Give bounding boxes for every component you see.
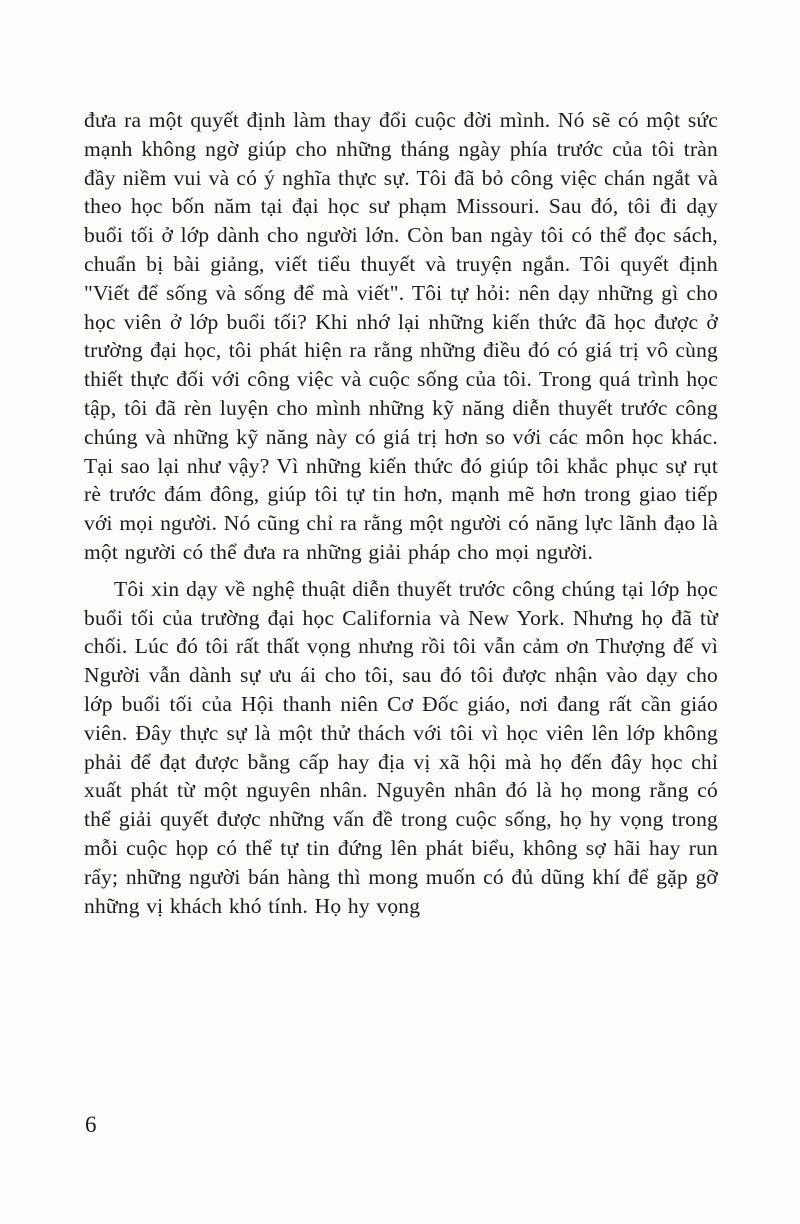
paragraph: Tôi xin dạy về nghệ thuật diễn thuyết trước công chúng tại lớp học buổi tối của trường đại học California và New York. Nhưng họ đã từ chối. Lúc đó tôi rất thất vọng nhưng rồi tôi vẫn cảm ơn Thượng đế vì Người vẫn dành sự ưu ái cho tôi, sau đó tôi được nhận vào dạy cho lớp buổi tối của Hội thanh niên Cơ Đốc giáo, nơi đang rất cần giáo viên. Đây thực sự là một thử thách với tôi vì học viên lên lớp không phải để đạt được bằng cấp hay địa vị xã hội mà họ đến đây học chỉ xuất phát từ một nguyên nhân. Nguyên nhân đó là họ mong rằng có thể giải quyết được những vấn đề trong cuộc sống, họ hy vọng trong mỗi cuộc họp có thể tự tin đứng lên phát biểu, không sợ hãi hay run rẩy; những người bán hàng thì mong muốn có đủ dũng khí để gặp gỡ những vị khách khó tính. Họ hy vọng — [84, 576, 718, 918]
page-number: 6 — [85, 1112, 97, 1137]
paragraph-continuation: đưa ra một quyết định làm thay đổi cuộc đời mình. Nó sẽ có một sức mạnh không ngờ giúp cho những tháng ngày phía trước của tôi tràn đầy niềm vui và có ý nghĩa thực sự. Tôi đã bỏ công việc chán ngắt và theo học bốn năm tại đại học sư phạm Missouri. Sau đó, tôi đi dạy buổi tối ở lớp dành cho người lớn. Còn ban ngày tôi có thể đọc sách, chuẩn bị bài giảng, viết tiểu thuyết và truyện ngắn. Tôi quyết định "Viết để sống và sống để mà viết". Tôi tự hỏi: nên dạy những gì cho học viên ở lớp buổi tối? Khi nhớ lại những kiến thức đã học được ở trường đại học, tôi phát hiện ra rằng những điều đó có giá trị vô cùng thiết thực đối với công việc và cuộc sống của tôi. Trong quá trình học tập, tôi đã rèn luyện cho mình những kỹ năng diễn thuyết trước công chúng và những kỹ năng này có giá trị hơn so với các môn học khác. Tại sao lại như vậy? Vì những kiến thức đó giúp tôi khắc phục sự rụt rè trước đám đông, giúp tôi tự tin hơn, mạnh mẽ hơn trong giao tiếp với mọi người. Nó cũng chỉ ra rằng một người có năng lực lãnh đạo là một người có thể đưa ra những giải pháp cho mọi người. — [84, 108, 718, 564]
text-block — [84, 106, 718, 920]
